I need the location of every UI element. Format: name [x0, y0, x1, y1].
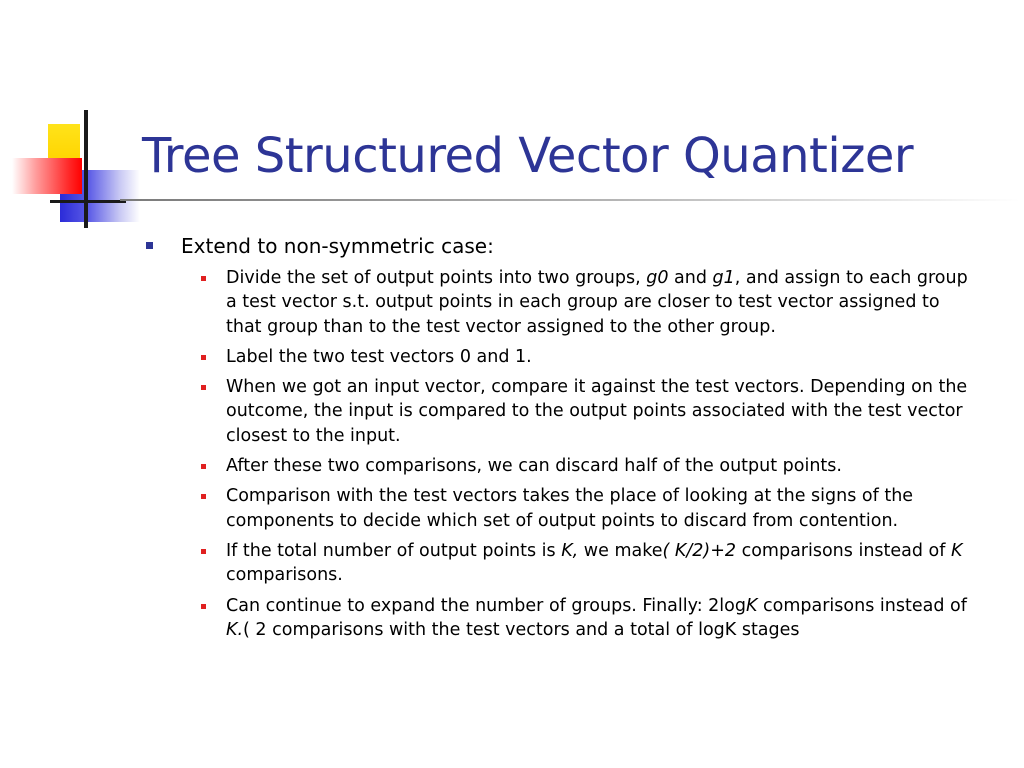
- text-run: comparisons.: [226, 565, 343, 586]
- square-bullet-icon: [201, 604, 206, 609]
- sub-bullet-list: [201, 266, 971, 642]
- italic-term: ( K/2)+2: [662, 540, 737, 561]
- square-bullet-icon: [201, 549, 206, 554]
- square-bullet-icon: [201, 464, 206, 469]
- text-run: comparisons instead of: [757, 595, 967, 616]
- text-run: If the total number of output points is: [226, 540, 562, 561]
- slide-body: [146, 233, 1006, 648]
- text-run: Can continue to expand the number of groups. Finally: 2log: [226, 595, 746, 616]
- logo-vertical-line: [84, 110, 88, 228]
- text-run: Label the two test vectors 0 and 1.: [226, 346, 532, 367]
- logo-horizontal-line: [50, 200, 126, 203]
- italic-term: g0: [646, 268, 669, 288]
- italic-term: K: [950, 540, 963, 561]
- text-run: Comparison with the test vectors takes the place of looking at the signs of the components to decide which set of output points to discard from contention.: [226, 486, 914, 531]
- slide-logo-decoration: [0, 0, 150, 240]
- italic-term: K.: [226, 619, 244, 640]
- text-run: After these two comparisons, we can discard half of the output points.: [226, 456, 842, 477]
- text-run: When we got an input vector, compare it against the test vectors. Depending on the outcome, the input is compared to the output points associated with the test vector closest to the input.: [226, 377, 968, 446]
- square-bullet-icon: [146, 242, 153, 249]
- sub-bullet-item: [201, 375, 971, 448]
- sub-bullet-item: [201, 539, 971, 588]
- logo-red-bar: [12, 158, 82, 194]
- italic-term: K: [745, 595, 758, 616]
- sub-bullet-item: [201, 594, 971, 643]
- text-run: , and assign to each group a test vector s.t. output points in each group are closer to test vector assigned to that group than to the test vector assigned to the other group.: [226, 268, 968, 337]
- logo-yellow-square: [48, 124, 80, 162]
- text-run: Divide the set of output points into two groups,: [226, 268, 647, 288]
- sub-bullet-item: [201, 345, 971, 369]
- text-run: and: [668, 268, 713, 288]
- square-bullet-icon: [201, 355, 206, 360]
- italic-term: g1: [712, 268, 735, 288]
- sub-bullet-item: [201, 454, 971, 478]
- sub-bullet-item: [201, 266, 971, 339]
- main-bullet-text: Extend to non-symmetric case:: [181, 234, 494, 258]
- italic-term: K,: [561, 540, 579, 561]
- text-run: ( 2 comparisons with the test vectors and a total of logK stages: [243, 619, 800, 640]
- sub-bullet-item: [201, 484, 971, 533]
- slide-title: Tree Structured Vector Quantizer: [142, 128, 914, 184]
- main-bullet-item: [146, 233, 1006, 259]
- square-bullet-icon: [201, 385, 206, 390]
- text-run: we make: [578, 540, 663, 561]
- square-bullet-icon: [201, 276, 206, 281]
- title-underline: [120, 199, 1020, 201]
- square-bullet-icon: [201, 494, 206, 499]
- text-run: comparisons instead of: [736, 540, 951, 561]
